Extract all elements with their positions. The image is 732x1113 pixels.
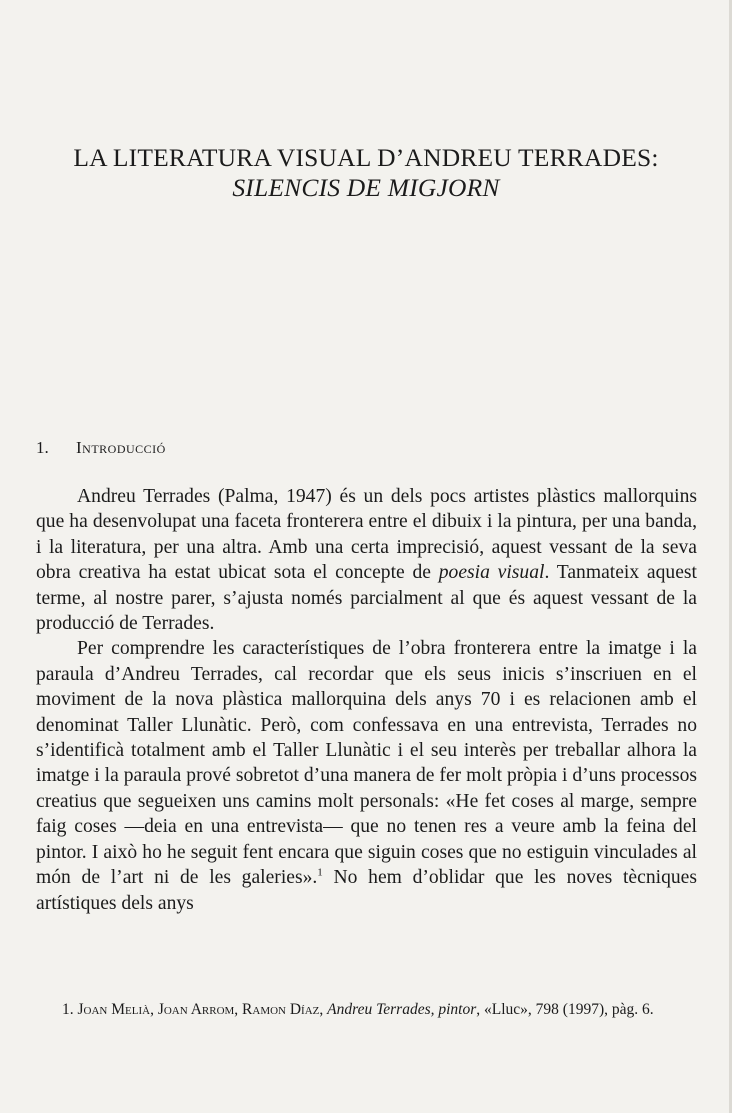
footnote-work: Andreu Terrades, pintor — [327, 1001, 477, 1018]
paragraph-2 — [36, 636, 697, 915]
section-number: 1. — [36, 438, 49, 457]
footnote-1: 1. Joan Melià, Joan Arrom, Ramon Díaz, Andreu Terrades, pintor, «Lluc», 798 (1997), pàg. 6. — [62, 1001, 654, 1018]
paragraph-1-part-1: Andreu Terrades (Palma, 1947) és un dels pocs artistes plàstics mallorquins que ha desenvolupat una faceta fronterera entre el dibuix i la pintura, per una banda, i la literatura, per una altra. Amb una certa imprecisió, aquest vessant de la seva obra creativa ha estat ubicat sota el concepte de — [36, 486, 697, 584]
paragraph-1-emphasis: poesia visual — [438, 562, 545, 584]
paragraph-1 — [36, 484, 697, 636]
paragraph-2-text-after: No hem d’oblidar que les noves tècniques artístiques dels anys — [36, 867, 697, 914]
title-line-2: SILENCIS DE MIGJORN — [232, 173, 500, 202]
article-title — [40, 143, 692, 203]
footnote — [36, 1000, 697, 1020]
section-title: Introducció — [76, 438, 166, 457]
footnote-number: 1. — [62, 1001, 74, 1018]
section-heading — [36, 438, 166, 458]
body-text — [36, 484, 697, 916]
footnote-reference[interactable]: 1 — [317, 866, 323, 879]
paragraph-2-text: Per comprendre les característiques de l’obra fronterera entre la imatge i la paraula d’Andreu Terrades, cal recordar que els seus inicis s’inscriuen en el moviment de la nova plàstica mallorquina dels anys 70 i es relacionen amb el denominat Taller Llunàtic. Però, com confessava en una entrevista, Terrades no s’identificà totalment amb el Taller Llunàtic i el seu interès per treballar alhora la imatge i la paraula prové sobretot d’una manera de fer molt pròpia i d’uns processos creatius que segueixen uns camins molt personals: «He fet coses al marge, sempre faig coses —deia en una entrevista— que no tenen res a veure amb la feina del pintor. I això ho he seguit fent encara que siguin coses que no estiguin vinculades al món de l’art ni de les galeries». — [36, 638, 697, 889]
paragraph-1-part-2: . Tanmateix aquest terme, al nostre parer, s’ajusta només parcialment al que és aquest vessant de la producció de Terrades. — [36, 562, 697, 635]
title-line-1: LA LITERATURA VISUAL D’ANDREU TERRADES: — [73, 143, 659, 172]
footnote-rest: , «Lluc», 798 (1997), pàg. 6. — [476, 1001, 654, 1018]
footnote-authors: Joan Melià, Joan Arrom, Ramon Díaz — [77, 1001, 320, 1018]
